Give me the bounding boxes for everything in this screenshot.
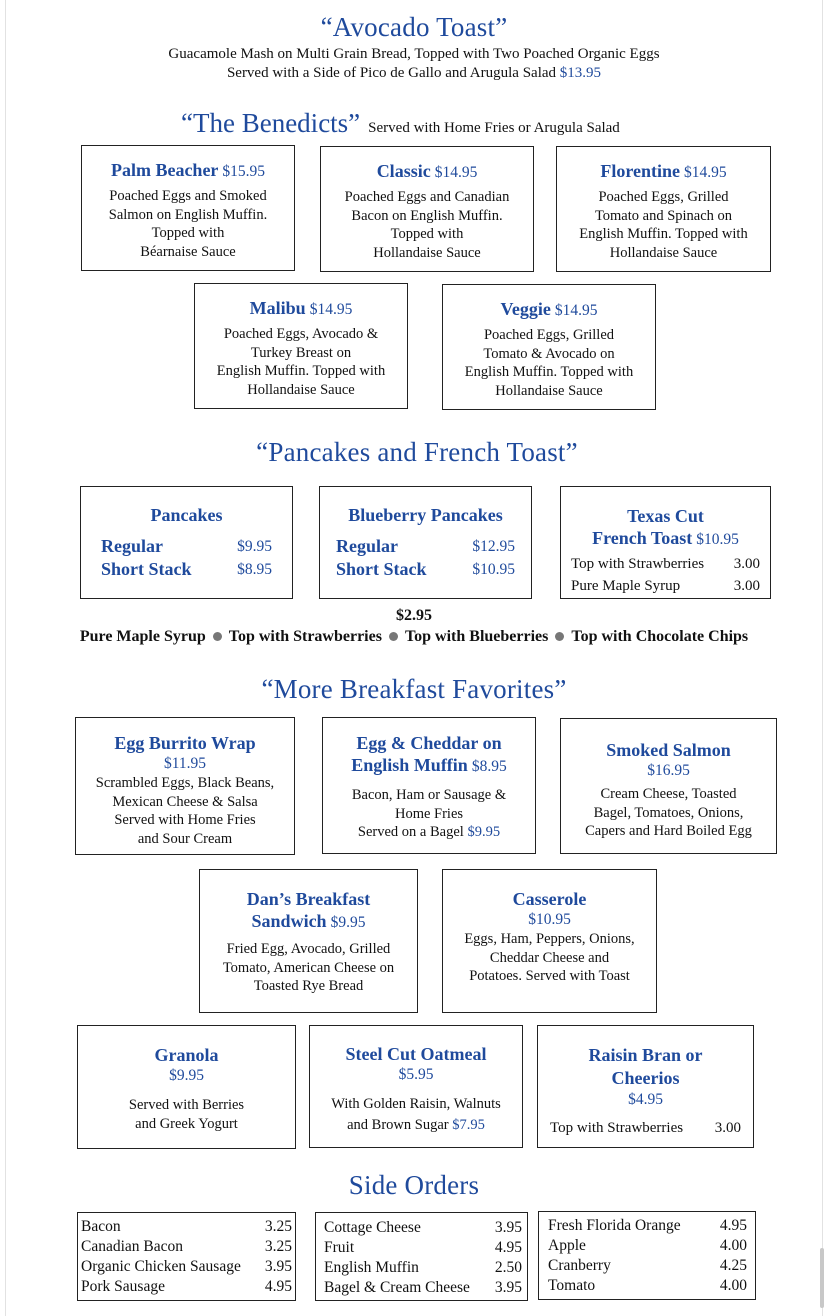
item-description: Poached Eggs and Smoked Salmon on English Muffin. Topped with Béarnaise Sauce bbox=[108, 188, 268, 260]
item-description: Bacon, Ham or Sausage & Home Fries Served on a Bagel $9.95 bbox=[351, 787, 507, 840]
item-price: $14.95 bbox=[309, 301, 353, 318]
toppings-price: $2.95 bbox=[396, 607, 432, 624]
item-name: Casserole bbox=[512, 889, 587, 909]
item-description: With Golden Raisin, Walnuts and Brown Sugar $7.95 bbox=[331, 1096, 501, 1133]
item-price: $9.95 bbox=[330, 914, 366, 931]
texas-french-toast-card bbox=[560, 486, 771, 599]
item-price: $10.95 bbox=[528, 911, 571, 928]
list-item: English Muffin 2.50 bbox=[324, 1259, 522, 1276]
benedict-card-veggie bbox=[442, 284, 656, 410]
size-row-short: Short Stack $8.95 bbox=[101, 559, 272, 579]
item-name: Steel Cut Oatmeal bbox=[345, 1044, 487, 1064]
toppings-list: Pure Maple Syrup Top with Strawberries Top with Blueberries Top with Chocolate Chips bbox=[79, 628, 749, 645]
page-edge-left bbox=[5, 0, 6, 1316]
item-name-line2: French Toast $10.95 bbox=[592, 528, 739, 548]
avocado-title: “Avocado Toast” bbox=[320, 12, 508, 42]
side-orders-col2 bbox=[315, 1212, 528, 1301]
item-name: Granola bbox=[154, 1045, 219, 1065]
granola-card bbox=[77, 1025, 296, 1149]
item-name-line2: Cheerios bbox=[611, 1068, 680, 1088]
dans-sandwich-card bbox=[199, 869, 418, 1013]
list-item: Fresh Florida Orange 4.95 bbox=[548, 1217, 747, 1234]
item-name-line1: Raisin Bran or bbox=[588, 1045, 703, 1065]
scrollbar[interactable] bbox=[820, 1248, 824, 1308]
blueberry-pancakes-card bbox=[319, 486, 532, 599]
item-name: Palm Beacher bbox=[110, 160, 219, 180]
steel-cut-oatmeal-card bbox=[309, 1025, 523, 1148]
avocado-line2: Served with a Side of Pico de Gallo and Arugula Salad $13.95 bbox=[226, 65, 602, 81]
bullet-dot-icon bbox=[213, 632, 222, 641]
list-item: Fruit 4.95 bbox=[324, 1239, 522, 1256]
item-price: $14.95 bbox=[684, 164, 727, 181]
side-orders-title: Side Orders bbox=[348, 1170, 480, 1200]
casserole-card bbox=[442, 869, 657, 1013]
avocado-description bbox=[0, 45, 828, 83]
side-orders-col1 bbox=[77, 1212, 296, 1301]
item-description: Cream Cheese, Toasted Bagel, Tomatoes, Onions, Capers and Hard Boiled Egg bbox=[585, 786, 752, 839]
item-name: Malibu bbox=[249, 298, 306, 318]
item-price: $9.95 bbox=[169, 1067, 204, 1084]
benedict-card-palm-beacher bbox=[81, 145, 295, 271]
benedicts-title: “The Benedicts” bbox=[181, 108, 361, 138]
item-price: $5.95 bbox=[398, 1066, 434, 1083]
list-item: Canadian Bacon 3.25 bbox=[81, 1238, 292, 1255]
item-name: Pancakes bbox=[150, 505, 223, 525]
item-price: $4.95 bbox=[628, 1091, 663, 1108]
item-description: Fried Egg, Avocado, Grilled Tomato, American Cheese on Toasted Rye Bread bbox=[222, 941, 395, 994]
item-name: Egg Burrito Wrap bbox=[114, 733, 256, 753]
item-price: $11.95 bbox=[163, 755, 207, 772]
item-description: Poached Eggs, Avocado & Turkey Breast on English Muffin. Topped with Hollandaise Sauce bbox=[216, 326, 386, 398]
item-name: Classic bbox=[376, 161, 431, 181]
benedict-card-florentine bbox=[556, 146, 771, 272]
item-price: $14.95 bbox=[434, 164, 478, 181]
size-row-short: Short Stack $10.95 bbox=[336, 559, 515, 579]
item-description: Served with Berries and Greek Yogurt bbox=[128, 1097, 245, 1132]
item-description: Poached Eggs, Grilled Tomato & Avocado on English Muffin. Topped with Hollandaise Sauce bbox=[464, 327, 634, 399]
list-item: Bacon 3.25 bbox=[81, 1218, 292, 1235]
benedict-card-classic bbox=[320, 146, 534, 272]
smoked-salmon-card bbox=[560, 718, 777, 854]
bullet-dot-icon bbox=[389, 632, 398, 641]
item-description: Scrambled Eggs, Black Beans, Mexican Cheese & Salsa Served with Home Fries and Sour Cream bbox=[95, 775, 275, 847]
side-orders-col3 bbox=[538, 1211, 756, 1300]
item-name-line2: English Muffin $8.95 bbox=[351, 755, 507, 775]
item-description: Poached Eggs, Grilled Tomato and Spinach on English Muffin. Topped with Hollandaise Sauce bbox=[579, 189, 748, 261]
list-item: Pork Sausage 4.95 bbox=[81, 1278, 292, 1295]
item-price: $16.95 bbox=[647, 762, 690, 779]
item-name-line2: Sandwich $9.95 bbox=[251, 911, 366, 931]
item-name-line1: Texas Cut bbox=[627, 506, 704, 526]
size-row-regular: Regular $12.95 bbox=[336, 536, 515, 556]
egg-burrito-card bbox=[75, 717, 295, 855]
item-description: Eggs, Ham, Peppers, Onions, Cheddar Cheese and Potatoes. Served with Toast bbox=[464, 931, 635, 984]
item-name: Smoked Salmon bbox=[606, 740, 731, 760]
benedict-card-malibu bbox=[194, 283, 408, 409]
addon-row: Top with Strawberries 3.00 bbox=[550, 1120, 741, 1136]
avocado-price: $13.95 bbox=[559, 65, 602, 81]
egg-cheddar-card bbox=[322, 717, 536, 854]
list-item: Cottage Cheese 3.95 bbox=[324, 1219, 522, 1236]
item-price: $15.95 bbox=[222, 163, 266, 180]
avocado-line1: Guacamole Mash on Multi Grain Bread, Topped with Two Poached Organic Eggs bbox=[168, 46, 660, 62]
list-item: Cranberry 4.25 bbox=[548, 1257, 747, 1274]
item-price: $14.95 bbox=[554, 302, 598, 319]
addon-row: Pure Maple Syrup 3.00 bbox=[571, 578, 760, 594]
item-description: Poached Eggs and Canadian Bacon on English Muffin. Topped with Hollandaise Sauce bbox=[344, 189, 510, 261]
raisin-bran-card bbox=[537, 1025, 754, 1148]
benedicts-header bbox=[181, 108, 620, 139]
item-name-line1: Dan’s Breakfast bbox=[246, 889, 371, 909]
item-name: Veggie bbox=[500, 299, 551, 319]
benedicts-subtitle: Served with Home Fries or Arugula Salad bbox=[368, 120, 620, 136]
list-item: Bagel & Cream Cheese 3.95 bbox=[324, 1279, 522, 1296]
size-row-regular: Regular $9.95 bbox=[101, 536, 272, 556]
item-name-line1: Egg & Cheddar on bbox=[356, 733, 502, 753]
bullet-dot-icon bbox=[555, 632, 564, 641]
item-price: $8.95 bbox=[471, 758, 507, 775]
list-item: Organic Chicken Sausage 3.95 bbox=[81, 1258, 292, 1275]
item-name: Blueberry Pancakes bbox=[348, 505, 503, 525]
list-item: Tomato 4.00 bbox=[548, 1277, 747, 1294]
page-edge-right bbox=[822, 0, 823, 1316]
list-item: Apple 4.00 bbox=[548, 1237, 747, 1254]
addon-row: Top with Strawberries 3.00 bbox=[571, 556, 760, 572]
item-price: $10.95 bbox=[696, 531, 739, 548]
pancakes-card bbox=[80, 486, 293, 599]
pancakes-title: “Pancakes and French Toast” bbox=[256, 437, 578, 467]
item-name: Florentine bbox=[600, 161, 681, 181]
favorites-title: “More Breakfast Favorites” bbox=[261, 674, 567, 704]
